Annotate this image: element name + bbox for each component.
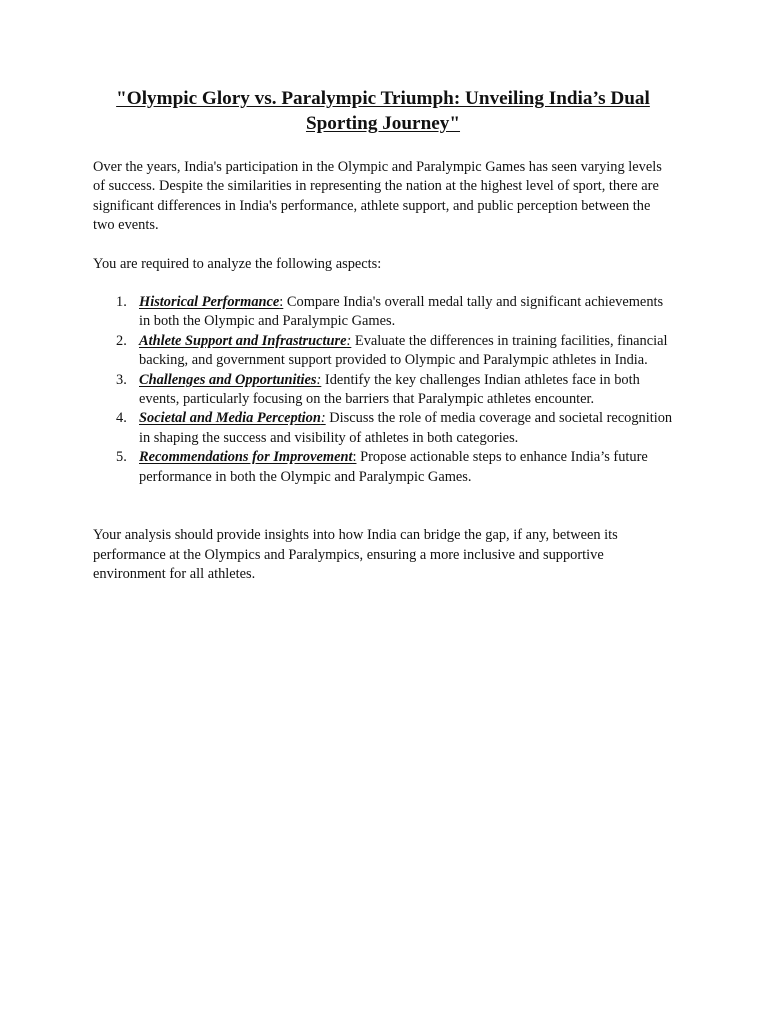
aspect-term: Challenges and Opportunities (139, 371, 317, 388)
aspect-term: Athlete Support and Infrastructure (139, 332, 347, 349)
aspect-separator: : (320, 410, 326, 427)
aspect-description: Discuss the role of media coverage and societal recognition in shaping the success and visibility of athletes in both categories. (139, 410, 673, 446)
list-item (93, 371, 673, 410)
aspect-term: Societal and Media Perception (139, 410, 321, 427)
list-item (93, 448, 673, 487)
aspect-separator: : (346, 332, 352, 349)
aspect-description: Propose actionable steps to enhance India’s future performance in both the Olympic and Paralympic Games. (139, 449, 648, 485)
aspect-description: Compare India's overall medal tally and significant achievements in both the Olympic and Paralympic Games. (139, 294, 664, 330)
aspects-list (93, 293, 673, 487)
list-item (93, 409, 673, 448)
aspect-separator: : (316, 371, 322, 388)
list-item (93, 332, 673, 371)
list-item-number: 2. (116, 332, 127, 349)
aspect-description: Identify the key challenges Indian athletes face in both events, particularly focusing on the barriers that Paralympic athletes encounter. (139, 371, 640, 408)
intro-paragraph: Over the years, India's participation in the Olympic and Paralympic Games has seen varying levels of success. Despite the similarities in representing the nation at the highest level of sport, there are significant differences in India's performance, athlete support, and public perception between the two events. (93, 159, 662, 234)
list-item-number: 1. (116, 294, 127, 311)
aspect-description: Evaluate the differences in training facilities, financial backing, and government support provided to Olympic and Paralympic athletes in India. (139, 332, 668, 369)
document-title: "Olympic Glory vs. Paralympic Triumph: Unveiling India’s Dual Sporting Journey" (116, 88, 650, 134)
closing-paragraph: Your analysis should provide insights into how India can bridge the gap, if any, between its performance at the Olympics and Paralympics, ensuring a more inclusive and supportive environment for all athletes. (93, 527, 618, 582)
lead-paragraph: You are required to analyze the following aspects: (93, 255, 382, 272)
list-item-number: 4. (116, 410, 127, 427)
list-item (93, 293, 673, 332)
document-page (93, 86, 673, 584)
aspect-separator: : (352, 449, 357, 466)
list-item-number: 5. (116, 449, 127, 466)
aspect-term: Recommendations for Improvement (139, 449, 353, 466)
aspect-separator: : (279, 294, 284, 311)
list-item-number: 3. (116, 371, 127, 388)
aspect-term: Historical Performance (139, 294, 280, 311)
